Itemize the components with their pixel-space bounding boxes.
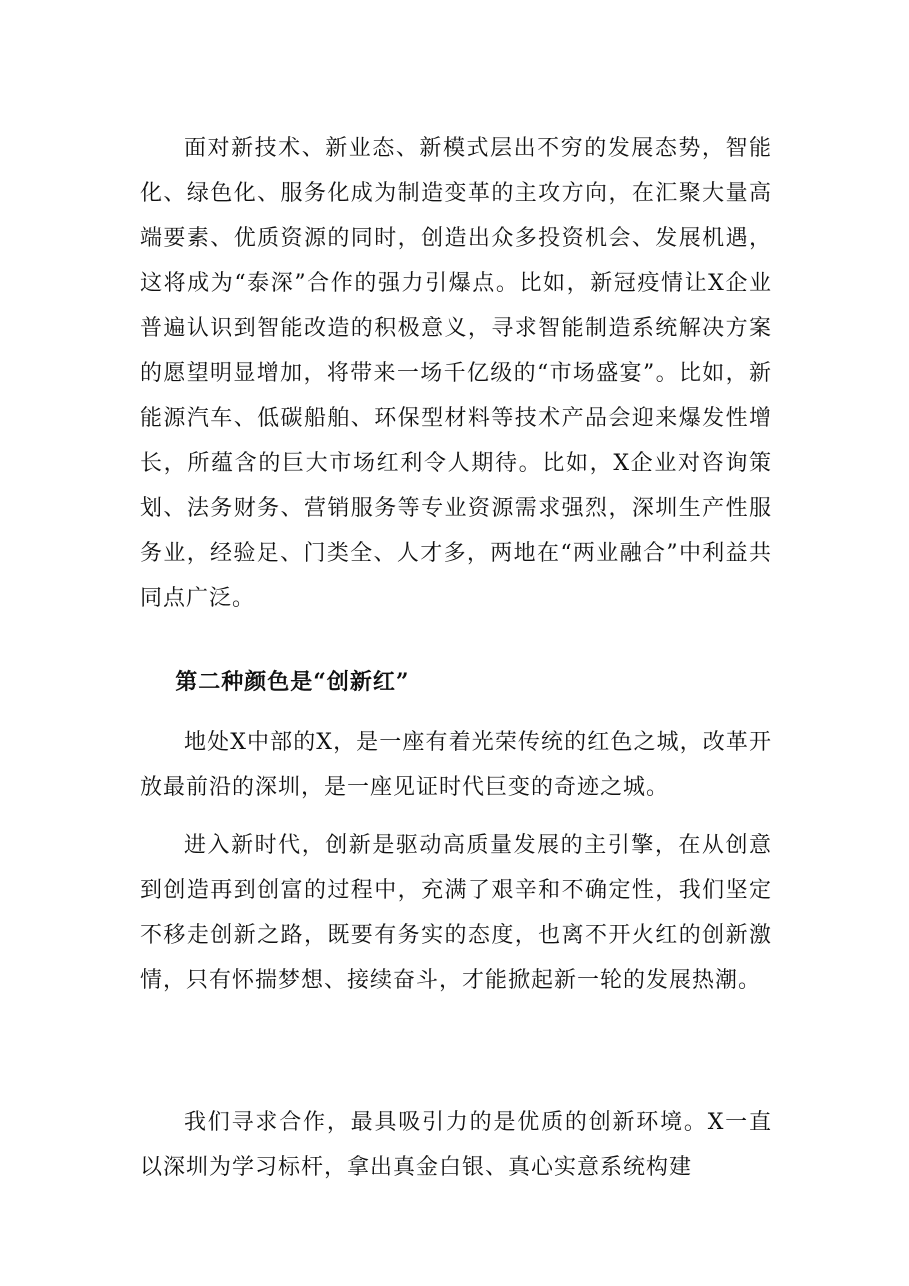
body-paragraph-1: [140, 126, 772, 621]
paragraph-text: 地处X中部的X，是一座有着光荣传统的红色之城，改革开放最前沿的深圳，是一座见证时代巨变的奇迹之城。: [140, 730, 772, 800]
body-paragraph-2: [140, 720, 772, 810]
section-heading: [140, 660, 772, 705]
paragraph-text: 面对新技术、新业态、新模式层出不穷的发展态势，智能化、绿色化、服务化成为制造变革的主攻方向，在汇聚大量高端要素、优质资源的同时，创造出众多投资机会、发展机遇，这将成为“泰深”合作的强力引爆点。比如，新冠疫情让X企业普遍认识到智能改造的积极意义，寻求智能制造系统解决方案的愿望明显增加，将带来一场千亿级的“市场盛宴”。比如，新能源汽车、低碳船舶、环保型材料等技术产品会迎来爆发性增长，所蕴含的巨大市场红利令人期待。比如，X企业对咨询策划、法务财务、营销服务等专业资源需求强烈，深圳生产性服务业，经验足、门类全、人才多，两地在“两业融合”中利益共同点广泛。: [140, 136, 772, 611]
paragraph-text: 我们寻求合作，最具吸引力的是优质的创新环境。X一直以深圳为学习标杆，拿出真金白银、真心实意系统构建: [140, 1110, 772, 1180]
body-paragraph-4: [140, 1100, 772, 1190]
paragraph-text: 进入新时代，创新是驱动高质量发展的主引擎，在从创意到创造再到创富的过程中，充满了艰辛和不确定性，我们坚定不移走创新之路，既要有务实的态度，也离不开火红的创新激情，只有怀揣梦想、接续奋斗，才能掀起新一轮的发展热潮。: [140, 833, 772, 993]
body-paragraph-3: [140, 823, 772, 1003]
heading-text: 第二种颜色是“创新红”: [175, 669, 410, 695]
